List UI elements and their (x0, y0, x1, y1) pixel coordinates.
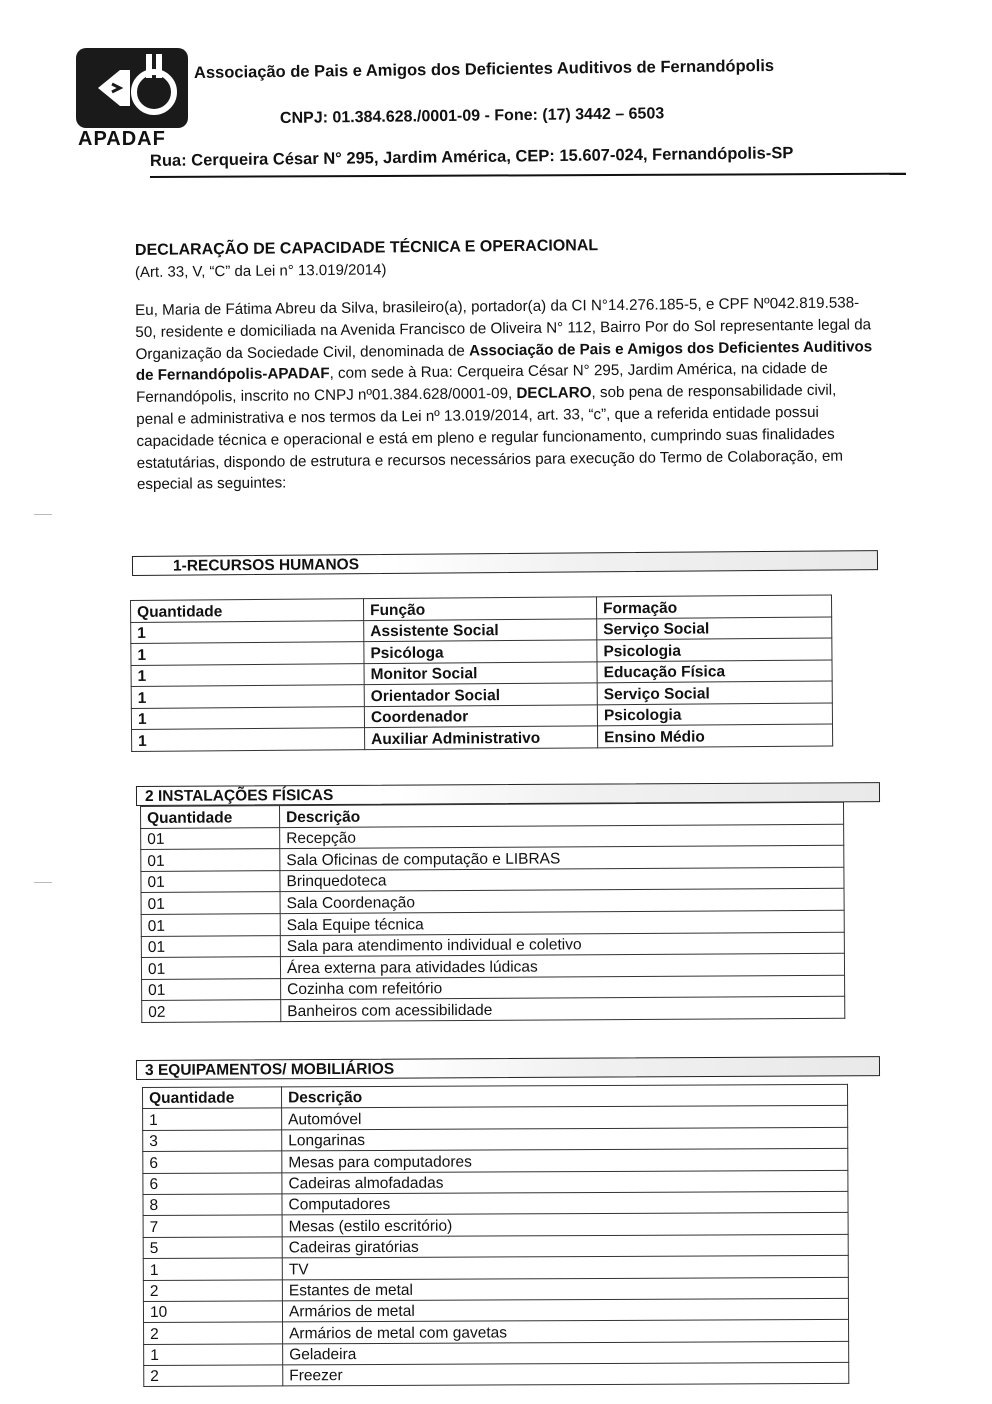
cell-quantidade: 6 (143, 1172, 282, 1194)
cnpj-phone: CNPJ: 01.384.628./0001-09 - Fone: (17) 3442 – 6503 (279, 105, 665, 127)
table-row (142, 997, 845, 1023)
header-cell: Quantidade (131, 599, 364, 622)
cell-descricao: Sala Coordenação (280, 889, 844, 914)
cell-descricao: Cozinha com refeitório (281, 975, 845, 1000)
document-subtitle: (Art. 33, V, “C” da Lei n° 13.019/2014) (134, 261, 387, 281)
cell-formacao: Educação Física (597, 659, 832, 682)
logo-wordmark: APADAF (78, 128, 166, 150)
apadaf-logo (76, 48, 188, 148)
cell-descricao: Área externa para atividades lúdicas (280, 953, 844, 978)
table-row (144, 1362, 849, 1386)
cell-descricao: Armários de metal (282, 1298, 848, 1322)
org-name: Associação de Pais e Amigos dos Deficientes Auditivos de Fernandópolis (193, 56, 775, 82)
cell-quantidade: 01 (141, 870, 280, 892)
cell-quantidade: 3 (143, 1130, 282, 1152)
cell-quantidade: 01 (142, 978, 281, 1000)
table-row (144, 1341, 849, 1365)
declaration-paragraph (135, 292, 877, 496)
header-cell: Descrição (280, 802, 844, 827)
cell-quantidade: 01 (141, 849, 280, 871)
cell-quantidade: 01 (141, 892, 280, 914)
cell-quantidade: 1 (143, 1258, 282, 1280)
section-header-recursos-humanos: 1-RECURSOS HUMANOS (132, 550, 878, 576)
cell-quantidade: 8 (143, 1194, 282, 1216)
table-row (143, 1127, 848, 1151)
cell-quantidade: 02 (142, 1000, 281, 1022)
table-row (143, 1256, 848, 1280)
cell-quantidade: 10 (143, 1301, 282, 1323)
cell-funcao: Auxiliar Administrativo (365, 726, 598, 749)
table-row (143, 1191, 848, 1215)
header-cell: Descrição (282, 1084, 848, 1108)
table-row (143, 1213, 848, 1237)
cell-descricao: Sala Oficinas de computação e LIBRAS (280, 845, 844, 870)
cell-quantidade: 2 (144, 1365, 283, 1387)
cell-formacao: Psicologia (597, 702, 832, 725)
cell-descricao: Automóvel (282, 1106, 848, 1130)
cell-quantidade: 1 (131, 620, 364, 643)
cell-quantidade: 7 (143, 1215, 282, 1237)
cell-descricao: Brinquedoteca (280, 867, 844, 892)
table-row (143, 1106, 848, 1130)
cell-funcao: Monitor Social (364, 661, 597, 684)
document-title: DECLARAÇÃO DE CAPACIDADE TÉCNICA E OPERACIONAL (134, 237, 599, 259)
cell-descricao: Freezer (283, 1362, 849, 1386)
paragraph-part: , com sede à Rua: Cerqueira César N° 295, Jardim América, na cidade de Fernandópolis, inscrito no CNPJ nº01.384.628/0001-09, (135, 360, 828, 407)
scan-mark (34, 882, 52, 883)
cell-formacao: Serviço Social (597, 616, 832, 639)
paragraph-part: , sob pena de responsabilidade civil, penal e administrativa e nos termos da Lei nº 13.019/2014, art. 33, “c”, que a referida entidade possui capacidade técnica e operacional e está em pleno e regular funcionamento, cumprindo suas finalidades estatutárias, dispondo de estrutura e recursos necessários para execução do Termo de Colaboração, em especial as seguintes: (136, 381, 844, 494)
header-cell: Formação (596, 595, 831, 618)
cell-descricao: Banheiros com acessibilidade (281, 997, 845, 1022)
cell-formacao: Psicologia (597, 638, 832, 661)
cell-quantidade: 5 (143, 1237, 282, 1259)
cell-descricao: Sala Equipe técnica (280, 910, 844, 935)
header-divider (150, 173, 906, 178)
table-recursos-humanos (130, 594, 833, 751)
paragraph-part: Eu, Maria de Fátima Abreu da Silva, brasileiro(a), portador(a) da CI N°14.276.185-5, e CPF Nº042.819.538-50, residente e domiciliada na Avenida Francisco de Oliveira N° 112, Bairro Por do Sol representante legal da Organização da Sociedade Civil, denominada de (135, 294, 872, 363)
cell-quantidade: 01 (141, 827, 280, 849)
org-address: Rua: Cerqueira César N° 295, Jardim América, CEP: 15.607-024, Fernandópolis-SP (149, 144, 794, 170)
logo-mark-icon (76, 48, 188, 128)
cell-funcao: Psicóloga (364, 640, 597, 663)
cell-descricao: Mesas (estilo escritório) (282, 1213, 848, 1237)
cell-quantidade: 1 (131, 642, 364, 665)
org-name-bold: Associação de Pais e Amigos dos Deficientes Auditivos de Fernandópolis-APADAF (135, 337, 873, 385)
cell-quantidade: 1 (132, 728, 365, 751)
section-header-equipamentos: 3 EQUIPAMENTOS/ MOBILIÁRIOS (136, 1056, 880, 1080)
table-instalacoes-fisicas (140, 802, 845, 1023)
table-row (132, 724, 833, 751)
cell-descricao: Mesas para computadores (282, 1149, 848, 1173)
table-row (143, 1149, 848, 1173)
cell-descricao: Cadeiras giratórias (282, 1234, 848, 1258)
cell-descricao: Cadeiras almofadadas (282, 1170, 848, 1194)
table-row (144, 1320, 849, 1344)
cell-quantidade: 2 (144, 1322, 283, 1344)
table-header-row (143, 1084, 848, 1108)
cell-descricao: Longarinas (282, 1127, 848, 1151)
cell-quantidade: 1 (143, 1108, 282, 1130)
cell-descricao: Recepção (280, 824, 844, 849)
table-row (143, 1298, 848, 1322)
table-row (143, 1234, 848, 1258)
cell-descricao: Computadores (282, 1191, 848, 1215)
table-equipamentos-mobiliarios (142, 1084, 849, 1388)
cell-descricao: TV (282, 1256, 848, 1280)
cell-quantidade: 1 (131, 706, 364, 729)
cell-funcao: Coordenador (364, 704, 597, 727)
cell-quantidade: 01 (141, 935, 280, 957)
section-header-instalacoes-fisicas: 2 INSTALAÇÕES FÍSICAS (136, 782, 880, 806)
cell-quantidade: 2 (143, 1279, 282, 1301)
cell-funcao: Assistente Social (364, 618, 597, 641)
scan-mark (34, 514, 52, 515)
cell-formacao: Serviço Social (597, 681, 832, 704)
table-row (143, 1277, 848, 1301)
cell-quantidade: 6 (143, 1151, 282, 1173)
cell-descricao: Sala para atendimento individual e coletivo (280, 932, 844, 957)
cell-descricao: Geladeira (283, 1341, 849, 1365)
declaro-bold: DECLARO (516, 384, 592, 403)
cell-quantidade: 1 (131, 663, 364, 686)
cell-formacao: Ensino Médio (598, 724, 833, 747)
header-cell: Quantidade (141, 806, 280, 828)
header-cell: Quantidade (143, 1087, 282, 1109)
cell-funcao: Orientador Social (364, 683, 597, 706)
cell-quantidade: 1 (131, 685, 364, 708)
cell-descricao: Estantes de metal (282, 1277, 848, 1301)
cell-quantidade: 1 (144, 1344, 283, 1366)
header-cell: Função (363, 597, 596, 620)
cell-descricao: Armários de metal com gavetas (283, 1320, 849, 1344)
table-row (143, 1170, 848, 1194)
cell-quantidade: 01 (141, 914, 280, 936)
cell-quantidade: 01 (141, 957, 280, 979)
